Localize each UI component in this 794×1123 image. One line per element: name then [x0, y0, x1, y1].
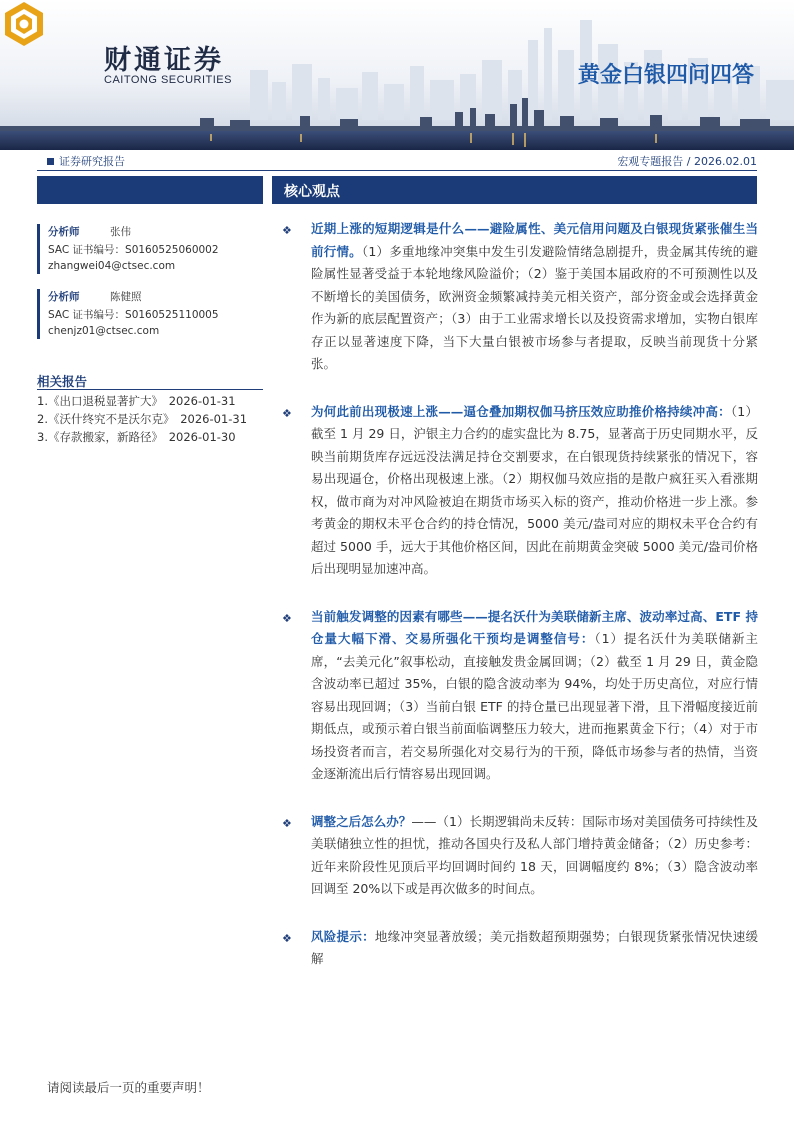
- brand-name-cn: 财通证券: [104, 45, 224, 76]
- key-point-heading: 为何此前出现极速上涨——逼仓叠加期权伽马挤压效应助推价格持续冲高：: [311, 403, 731, 419]
- analyst-role: 分析师: [48, 291, 80, 303]
- diamond-bullet-icon: ❖: [282, 931, 292, 945]
- key-point-body: 地缘冲突显著放缓；美元指数超预期强势；白银现货紧张情况快速缓解: [311, 928, 758, 966]
- related-report-link[interactable]: 1.《出口退税显著扩大》 2026-01-31: [37, 394, 236, 408]
- report-title: 黄金白银四问四答: [577, 63, 754, 88]
- key-point-body: ——（1）长期逻辑尚未反转：国际市场对美国债务可持续性及美联储独立性的担忧，推动各国央行及私人部门增持黄金储备；（2）历史参考：近年来阶段性见顶后平均回调时间约 18 天，回调幅度约 8%；（3）隐含波动率回调至 20%以下或是再次做多的时间点。: [311, 813, 758, 896]
- diamond-bullet-icon: ❖: [282, 406, 292, 420]
- square-bullet-icon: [47, 158, 54, 165]
- key-point: [280, 606, 758, 786]
- analyst-name: 张伟: [110, 226, 131, 238]
- key-point-heading: 近期上涨的短期逻辑是什么——避险属性、美元信用问题及白银现货紧张催生当前行情。: [311, 221, 758, 259]
- divider: [37, 389, 263, 390]
- related-reports-title: 相关报告: [37, 374, 88, 389]
- diamond-bullet-icon: ❖: [282, 816, 292, 830]
- report-type-label: [47, 153, 125, 169]
- analyst-sac: SAC 证书编号：S0160525060002: [48, 244, 219, 256]
- report-type-date: 宏观专题报告 / 2026.02.01: [617, 155, 757, 168]
- report-meta-bar: [37, 152, 757, 170]
- analyst-email[interactable]: zhangwei04@ctsec.com: [48, 260, 176, 272]
- analyst-card: [37, 289, 263, 337]
- key-point: [280, 926, 758, 971]
- key-point: [280, 218, 758, 376]
- key-point-body: （1）多重地缘冲突集中发生引发避险情绪急剧提升，贵金属其传统的避险属性显著受益于本轮地缘风险溢价；（2）鉴于美国本届政府的不可预测性以及不断增长的美国债务，欧洲资金频繁减持美元相关资产，部分资金或会选择黄金作为新的底层配置资产；（3）由于工业需求增长以及投资需求增加，实物白银库存正以显著速度下降，当下大量白银被市场参与者提取，反映当前现货十分紧张。: [311, 243, 758, 371]
- accent-bar: [37, 224, 40, 274]
- disclaimer-note: 请阅读最后一页的重要声明！: [47, 1080, 210, 1095]
- key-point-heading: 当前触发调整的因素有哪些——提名沃什为美联储新主席、波动率过高、ETF 持仓量大幅下滑、交易所强化干预均是调整信号：: [311, 608, 758, 646]
- key-point: [280, 401, 758, 581]
- analyst-name: 陈健照: [110, 291, 142, 303]
- analyst-email[interactable]: chenjz01@ctsec.com: [48, 325, 160, 337]
- key-point: [280, 811, 758, 901]
- caitong-logo-icon: [0, 0, 48, 48]
- related-report-link[interactable]: 2.《沃什终究不是沃尔克》 2026-01-31: [37, 412, 248, 426]
- header-banner: [0, 0, 794, 150]
- key-point-heading: 调整之后怎么办？: [311, 813, 412, 829]
- key-point-body: （1）提名沃什为美联储新主席，“去美元化”叙事松动，直接触发贵金属回调；（2）截至 1 月 29 日，黄金隐含波动率已超过 35%，白银的隐含波动率为 94%，均处于历史高位，对应行情容易出现回调；（3）当前白银 ETF 的持仓量已出现显著下滑，且下滑幅度接近前期低点，或预示着白银当前面临调整压力较大，进而拖累黄金下行；（4）对于市场投资者而言，若交易所强化对交易行为的干预，降低市场参与者的热情，当资金逐渐流出后行情容易出现回调。: [311, 631, 758, 781]
- key-points: [280, 218, 758, 971]
- diamond-bullet-icon: ❖: [282, 224, 292, 237]
- report-category: 证券研究报告: [59, 155, 125, 168]
- analyst-sac: SAC 证书编号：S0160525110005: [48, 309, 219, 321]
- related-report-link[interactable]: 3.《存款搬家，新路径》 2026-01-30: [37, 430, 236, 444]
- section-title: 核心观点: [272, 176, 757, 204]
- key-point-body: （1）截至 1 月 29 日，沪银主力合约的虚实盘比为 8.75，显著高于历史同期水平，反映当前期货库存远远没法满足持仓交割要求，在白银现货持续紧张的情况下，容易出现逼仓，价格出现极速上涨。（2）期权伽马效应指的是散户疯狂买入看涨期权，做市商为对冲风险被迫在期货市场买入标的资产，推动价格进一步上涨。参考黄金的期权未平仓合约的持仓情况，5000 美元/盎司对应的期权未平仓合约有超过 5000 手，远大于其他价格区间，因此在前期黄金突破 5000 美元/盎司价格后出现明显加速冲高。: [311, 403, 758, 576]
- accent-bar: [37, 289, 40, 339]
- analyst-card: [37, 224, 263, 272]
- analyst-role: 分析师: [48, 226, 80, 238]
- related-reports-list: [37, 392, 263, 446]
- sidebar-header-bar: [37, 176, 263, 204]
- key-point-heading: 风险提示：: [311, 928, 375, 944]
- diamond-bullet-icon: ❖: [282, 611, 292, 625]
- brand-name-en: CAITONG SECURITIES: [104, 74, 232, 86]
- divider: [37, 170, 757, 171]
